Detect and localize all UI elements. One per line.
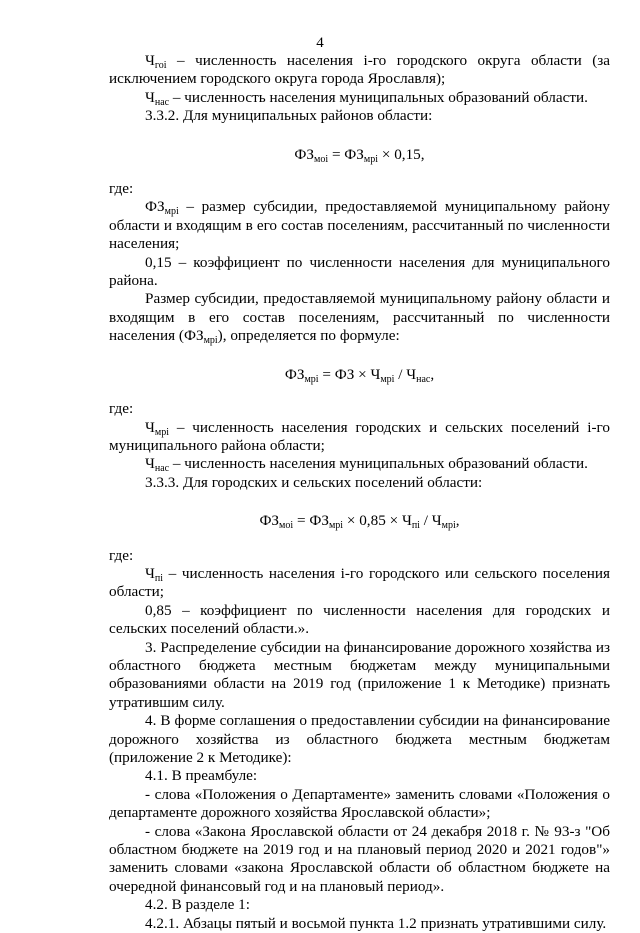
paragraph (109, 823, 610, 897)
text-run: 0,15 – коэффициент по численности населения для муниципального района. (109, 253, 610, 290)
text-run: – численность населения муниципальных образований области. (169, 455, 588, 473)
text-run: 4.1. В преамбуле: (145, 767, 258, 785)
text-run: где: (109, 400, 134, 418)
formula (109, 146, 610, 164)
paragraph (109, 455, 610, 473)
text-run: - слова «Закона Ярославской области от 24 декабря 2018 г. № 93-з "Об областном бюджете на 2019 год и на плановый период 2020 и 2021 годов"» заменить словами «закона Ярославской области об областном бюджете на очередной финансовый год и на плановый период». (109, 822, 610, 895)
subscript: мрi (441, 520, 456, 532)
paragraph (109, 602, 610, 639)
text-run: 4.2.1. Абзацы пятый и восьмой пункта 1.2 признать утратившими силу. (145, 914, 607, 932)
text-run: где: (109, 180, 134, 198)
paragraph (109, 767, 610, 785)
text-run: Ч (145, 88, 155, 106)
subscript: мрi (328, 520, 344, 532)
text-run: ФЗ (294, 145, 315, 163)
text-run: = ФЗ (293, 512, 329, 530)
paragraph (109, 52, 610, 89)
paragraph (109, 254, 610, 291)
paragraph (109, 198, 610, 253)
paragraph (109, 107, 610, 125)
text-run: ), определяется по формуле: (217, 327, 400, 345)
text-run: ФЗ (259, 512, 280, 530)
text-run: 3. Распределение субсидии на финансирование дорожного хозяйства из областного бюджета местным бюджетам между муниципальными образованиями области на 2019 год (приложение 1 к Методике) признать утратившим силу. (109, 638, 610, 711)
text-run: = ФЗ × Ч (318, 365, 381, 383)
text-run: Размер субсидии, предоставляемой муниципальному району области и входящим в его состав поселениям, рассчитанный по численности населения (ФЗ (109, 290, 610, 345)
text-run: – численность населения i-го городского или сельского поселения области; (109, 564, 610, 601)
subscript: мрi (380, 373, 395, 385)
text-run: Ч (145, 455, 155, 473)
subscript: пi (154, 572, 164, 584)
paragraph (109, 89, 610, 107)
text-run: – численность населения муниципальных образований области. (169, 88, 588, 106)
subscript: мрi (154, 426, 169, 438)
page-number: 4 (316, 35, 324, 51)
text-run: / Ч (419, 512, 442, 530)
text-run: , (430, 365, 435, 383)
text-run: , (455, 512, 460, 530)
text-run: Ч (145, 564, 155, 582)
paragraph (109, 419, 610, 456)
subscript: пi (411, 520, 420, 532)
paragraph (109, 547, 610, 565)
text-run: ФЗ (145, 198, 165, 216)
subscript: нас (154, 463, 170, 475)
paragraph (109, 915, 610, 933)
text-run: – размер субсидии, предоставляемой муниципальному району области и входящим в его состав поселениям, рассчитанный по численности населения; (109, 198, 610, 253)
subscript: нас (154, 96, 170, 108)
paragraph (109, 400, 610, 418)
text-run: – численность населения i-го городского округа области (за исключением городского округа города Ярославля); (109, 52, 610, 88)
subscript: мрi (304, 373, 319, 385)
paragraph (109, 639, 610, 713)
paragraph (109, 290, 610, 345)
paragraph (109, 712, 610, 767)
paragraph (109, 565, 610, 602)
text-run: - слова «Положения о Департаменте» заменить словами «Положения о департаменте дорожного хозяйства Ярославской области»; (109, 785, 610, 822)
formula (109, 366, 610, 384)
document-body (109, 52, 610, 933)
text-run: 3.3.2. Для муниципальных районов области: (145, 107, 433, 125)
text-run: Ч (145, 418, 155, 436)
paragraph (109, 786, 610, 823)
subscript: мрi (203, 335, 218, 347)
subscript: мрi (363, 153, 379, 165)
subscript: мрi (164, 206, 179, 218)
subscript: моi (279, 520, 294, 532)
text-run: × 0,85 × Ч (343, 512, 412, 530)
subscript: нас (416, 373, 431, 385)
paragraph (109, 896, 610, 914)
text-run: где: (109, 546, 134, 564)
text-run: = ФЗ (328, 145, 364, 163)
text-run: / Ч (394, 365, 417, 383)
formula (109, 512, 610, 530)
text-run: – численность населения городских и сельских поселений i-го муниципального района области; (109, 418, 610, 454)
text-run: × 0,15, (378, 145, 425, 163)
text-run: 4.2. В разделе 1: (145, 896, 250, 914)
subscript: гоi (154, 60, 167, 71)
text-run: ФЗ (284, 365, 305, 383)
paragraph (109, 180, 610, 198)
text-run: 4. В форме соглашения о предоставлении субсидии на финансирование дорожного хозяйства из областного бюджета местным бюджетам (приложение 2 к Методике): (109, 712, 610, 766)
text-run: 3.3.3. Для городских и сельских поселений области: (145, 473, 483, 491)
paragraph (109, 474, 610, 492)
text-run: Ч (145, 52, 155, 69)
text-run: 0,85 – коэффициент по численности населения для городских и сельских поселений области.». (109, 601, 610, 638)
subscript: моi (314, 153, 329, 165)
